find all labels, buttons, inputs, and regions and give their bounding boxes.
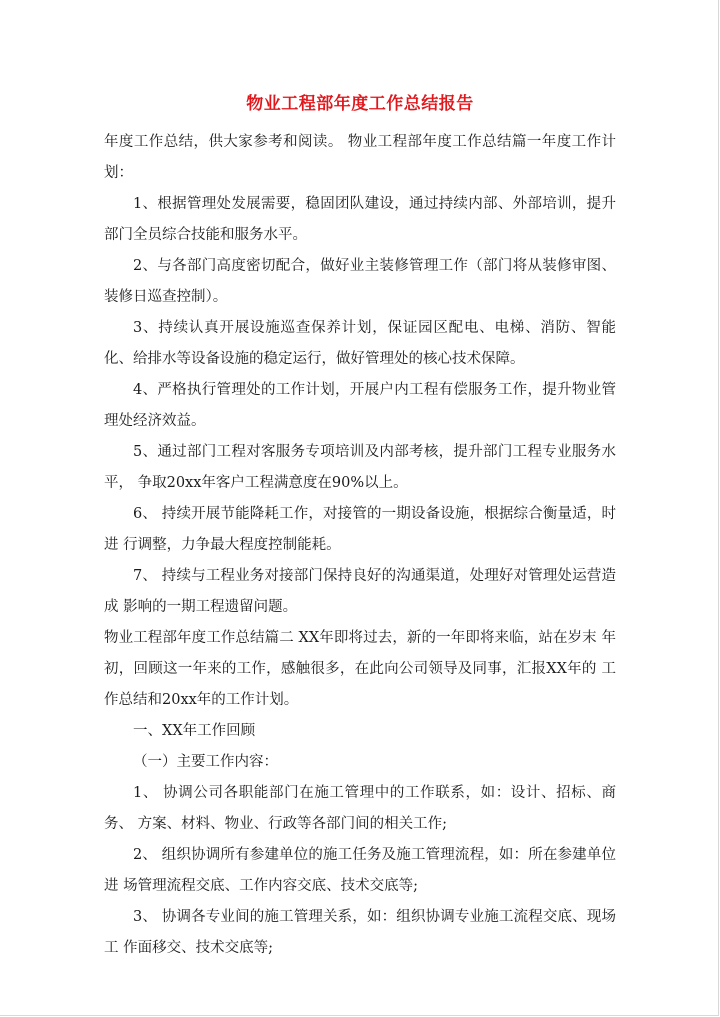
body-paragraph: 1、根据管理处发展需要，稳固团队建设，通过持续内部、外部培训，提升部门全员综合技能和服务水平。 bbox=[104, 196, 616, 243]
body-paragraph: 5、通过部门工程对客服务专项培训及内部考核，提升部门工程专业服务水平， 争取20xx年客户工程满意度在90%以上。 bbox=[104, 444, 616, 491]
body-paragraph: （一）主要工作内容： bbox=[133, 754, 278, 770]
body-paragraph: 2、 组织协调所有参建单位的施工任务及施工管理流程，如：所在参建单位进 场管理流程交底、工作内容交底、技术交底等; bbox=[104, 847, 616, 894]
body-paragraph: 6、 持续开展节能降耗工作，对接管的一期设备设施，根据综合衡量适，时进 行调整，力争最大程度控制能耗。 bbox=[104, 506, 616, 553]
body-paragraph: 物业工程部年度工作总结篇二 XX年即将过去，新的一年即将来临，站在岁末 年初，回顾这一年来的工作，感触很多，在此向公司领导及同事，汇报XX年的 工作总结和20xx年的工作计划。 bbox=[104, 630, 616, 708]
body-paragraph: 3、 协调各专业间的施工管理关系，如：组织协调专业施工流程交底、现场工 作面移交、技术交底等; bbox=[104, 909, 616, 956]
document-body bbox=[104, 88, 616, 964]
body-paragraph: 7、 持续与工程业务对接部门保持良好的沟通渠道，处理好对管理处运营造成 影响的一期工程遗留问题。 bbox=[104, 568, 616, 615]
body-paragraph: 3、持续认真开展设施巡查保养计划，保证园区配电、电梯、消防、智能化、给排水等设备设施的稳定运行，做好管理处的核心技术保障。 bbox=[104, 320, 616, 367]
body-paragraph: 1、 协调公司各职能部门在施工管理中的工作联系，如：设计、招标、商务、 方案、材料、物业、行政等各部门间的相关工作; bbox=[104, 785, 616, 832]
paragraph-list bbox=[104, 127, 616, 964]
body-paragraph: 2、与各部门高度密切配合，做好业主装修管理工作（部门将从装修审图、装修日巡查控制）。 bbox=[104, 258, 616, 305]
body-paragraph: 4、严格执行管理处的工作计划，开展户内工程有偿服务工作，提升物业管理处经济效益。 bbox=[104, 382, 616, 429]
body-paragraph: 一、XX年工作回顾 bbox=[133, 723, 256, 739]
document-title: 物业工程部年度工作总结报告 bbox=[246, 94, 474, 114]
body-paragraph: 年度工作总结，供大家参考和阅读。 物业工程部年度工作总结篇一年度工作计划： bbox=[104, 134, 616, 181]
